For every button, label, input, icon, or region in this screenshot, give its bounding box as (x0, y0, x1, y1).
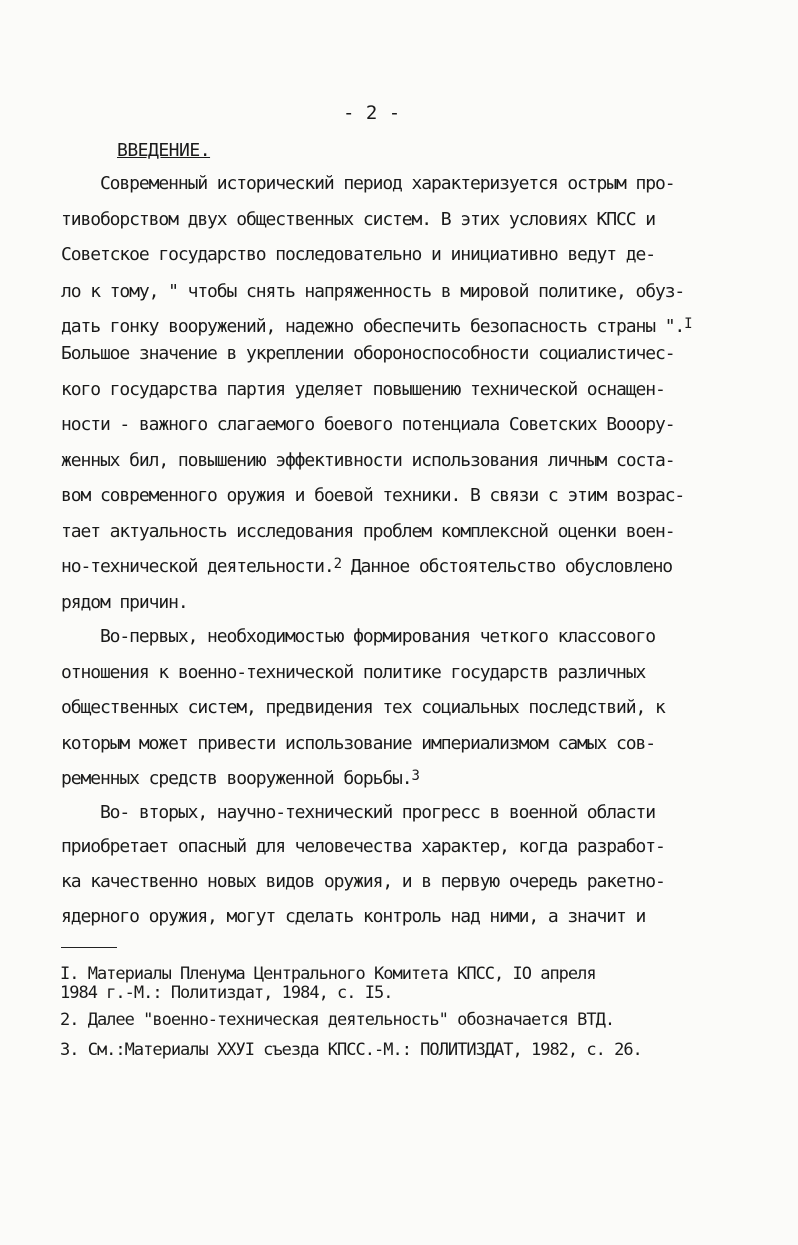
footnote-1-line-2: 1984 г.-М.: Политиздат, 1984, с. I5. (60, 983, 393, 1003)
body-line-text: кого государства партия уделяет повышению технической оснащен- (61, 379, 665, 400)
body-line (61, 416, 674, 434)
page-number: - 2 - (343, 102, 401, 124)
body-line (61, 558, 672, 576)
section-heading: ВВЕДЕНИЕ. (117, 140, 211, 161)
body-line-text: ременных средств вооруженной борьбы. (61, 768, 412, 789)
body-line (61, 838, 665, 856)
body-line-text: ло к тому, " чтобы снять напряженность в мировой политике, обуз- (61, 281, 685, 302)
body-line (61, 381, 665, 399)
body-line (61, 211, 655, 229)
body-line (61, 283, 684, 301)
footnote-3: 3. См.:Материалы XXУI съезда КПСС.-М.: ПОЛИТИЗДАТ, 1982, с. 26. (60, 1040, 642, 1060)
body-line (61, 246, 655, 264)
body-line-text: приобретает опасный для человечества характер, когда разработ- (61, 836, 665, 857)
body-line (61, 873, 665, 891)
footnote-ref: 2 (333, 556, 341, 572)
footnote-ref: I (684, 316, 692, 332)
body-line-text: рядом причин. (61, 592, 188, 613)
body-line-text: Во- вторых, научно-технический прогресс в военной области (61, 802, 655, 823)
footnote-separator (61, 947, 117, 948)
body-line (61, 318, 692, 336)
body-line (61, 487, 684, 505)
body-line-text: которым может привести использование империализмом самых сов- (61, 733, 655, 754)
body-line-text: женных бил, повышению эффективности использования личным соста- (61, 450, 675, 471)
body-line-text: но-технической деятельности. (61, 556, 334, 577)
body-line-text: Большое значение в укреплении обороноспособности социалистичес- (61, 343, 675, 364)
body-line-text: Современный исторический период характеризуется острым про- (61, 173, 675, 194)
body-line (61, 175, 674, 193)
body-line-text: дать гонку вооружений, надежно обеспечить безопасность страны ". (61, 316, 685, 337)
body-line-continuation: Данное обстоятельство обусловлено (340, 556, 673, 577)
body-line (61, 735, 655, 753)
body-line (61, 345, 674, 363)
body-line (61, 594, 188, 612)
body-line-text: общественных систем, предвидения тех социальных последствий, к (61, 697, 665, 718)
body-line-text: тивоборством двух общественных систем. В этих условиях КПСС и (61, 209, 655, 230)
body-line (61, 664, 645, 682)
footnote-ref: 3 (411, 768, 419, 784)
body-line-text: ядерного оружия, могут сделать контроль над ними, а значит и (61, 906, 646, 927)
body-line (61, 908, 645, 926)
body-line-text: тает актуальность исследования проблем комплексной оценки воен- (61, 521, 675, 542)
body-line (61, 699, 665, 717)
body-line (61, 452, 674, 470)
body-line-text: вом современного оружия и боевой техники. В связи с этим возрас- (61, 485, 685, 506)
body-line-text: Во-первых, необходимостью формирования четкого классового (61, 626, 655, 647)
body-line-text: ности - важного слагаемого боевого потенциала Советских Вооору- (61, 414, 675, 435)
footnote-1-line-1: I. Материалы Пленума Центрального Комитета КПСС, IO апреля (60, 964, 596, 984)
body-line-text: отношения к военно-технической политике государств различных (61, 662, 646, 683)
body-line (61, 804, 655, 822)
body-line-text: Советское государство последовательно и инициативно ведут де- (61, 244, 655, 265)
body-line (61, 523, 674, 541)
footnote-2: 2. Далее "военно-техническая деятельность" обозначается ВТД. (60, 1010, 615, 1030)
body-line (61, 770, 419, 788)
body-line-text: ка качественно новых видов оружия, и в первую очередь ракетно- (61, 871, 665, 892)
body-line (61, 628, 655, 646)
